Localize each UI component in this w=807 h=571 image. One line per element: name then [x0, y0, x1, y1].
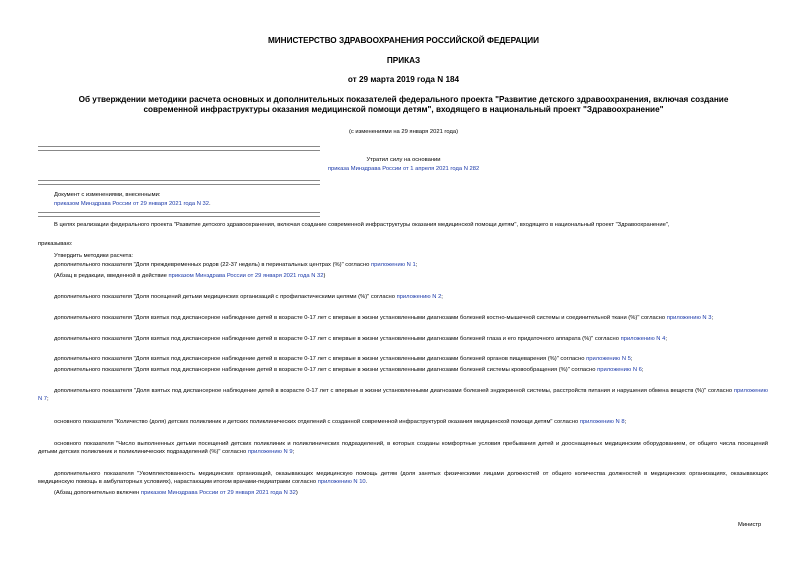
list-item: основного показателя "Число выполненных детьми посещений детских поликлиник и поликлинических подразделений, в которых созданы комфортные условия пребывания детей и дооснащенных медицинским оборудованием, от общего числа посещений детьми детских поликлиник и поликлинических подразделений (%)" согласно приложению N 9; — [38, 441, 768, 456]
list-item: дополнительного показателя "Доля взятых под диспансерное наблюдение детей в возрасте 0-17 лет с впервые в жизни установленными диагнозами болезней системы кровообращения (%)" согласно приложению N 6; — [54, 367, 644, 373]
divider — [38, 184, 320, 185]
intro-paragraph: В целях реализации федерального проекта "Развитие детского здравоохранения, включая создание современной инфраструктуры оказания медицинской помощи детям", входящего в национальный проект "Здравоохранение", — [54, 222, 670, 228]
edit-note: (Абзац дополнительно включен приказом Минздрава России от 29 января 2021 года N 32) — [54, 490, 298, 496]
list-item: дополнительного показателя "Доля взятых под диспансерное наблюдение детей в возрасте 0-17 лет с впервые в жизни установленными диагнозами болезней глаза и его придаточного аппарата (%)" согласно приложению N 4; — [54, 336, 667, 342]
divider — [38, 212, 320, 213]
changes-label: Документ с изменениями, внесенными: — [54, 192, 161, 198]
document-title — [0, 95, 807, 115]
appendix-link[interactable]: приложению N 7 — [38, 388, 768, 403]
divider — [38, 150, 320, 151]
divider — [38, 146, 320, 147]
divider — [38, 216, 320, 217]
changes-dot: . — [209, 201, 211, 207]
edit-note: (Абзац в редакции, введенной в действие приказом Минздрава России от 29 января 2021 года N 32) — [54, 273, 326, 279]
date-heading: от 29 марта 2019 года N 184 — [347, 75, 460, 84]
amendment-link[interactable]: приказом Минздрава России от 29 января 2021 года N 32 — [168, 273, 324, 279]
list-item: дополнительного показателя "Доля преждевременных родов (22-37 недель) в перинатальных центрах (%)" согласно приложению N 1; — [54, 262, 418, 268]
revision-note: (с изменениями на 29 января 2021 года) — [348, 129, 459, 135]
appendix-link[interactable]: приложению N 6 — [597, 367, 642, 373]
approve-line: Утвердить методики расчета: — [54, 253, 134, 259]
doc-type-heading: ПРИКАЗ — [386, 56, 421, 65]
list-item: дополнительного показателя "Доля посещений детьми медицинских организаций с профилактическими целями (%)" согласно приложению N 2; — [54, 294, 443, 300]
appendix-link[interactable]: приложению N 5 — [586, 356, 631, 362]
appendix-link[interactable]: приложению N 10 — [317, 479, 366, 486]
list-item: дополнительного показателя "Доля взятых под диспансерное наблюдение детей в возрасте 0-17 лет с впервые в жизни установленными диагнозами болезней органов пищеварения (%)" согласно приложению N 5; — [54, 356, 633, 362]
appendix-link[interactable]: приложению N 4 — [620, 336, 666, 342]
list-item: дополнительного показателя "Укомплектованность медицинских организаций, оказывающих медицинскую помощь детям (доля занятых физическими лицами должностей от общего количества должностей в медицинских организациях, оказывающих медицинскую помощь в амбулаторных условиях), нарастающим итогом врачами-педиатрами согласно приложению N 10. — [38, 471, 768, 486]
order-word: приказываю: — [38, 241, 73, 247]
appendix-link[interactable]: приложению N 1 — [370, 262, 416, 268]
amendment-link[interactable]: приказом Минздрава России от 29 января 2021 года N 32 — [140, 490, 296, 496]
appendix-link[interactable]: приложению N 2 — [396, 294, 442, 300]
lost-force-link[interactable]: приказа Минздрава России от 1 апреля 2021 года N 282 — [327, 166, 480, 172]
list-item: дополнительного показателя "Доля взятых под диспансерное наблюдение детей в возрасте 0-17 лет с впервые в жизни установленными диагнозами болезней эндокринной системы, расстройств питания и нарушения обмена веществ (%)" согласно приложению N 7; — [38, 388, 768, 403]
changes-link[interactable]: приказом Минздрава России от 29 января 2021 года N 32 — [54, 201, 209, 207]
title-line-1: Об утверждении методики расчета основных и дополнительных показателей федерального проекта "Развитие детского здравоохранения, включая создание — [78, 95, 729, 104]
appendix-link[interactable]: приложению N 8 — [579, 419, 625, 425]
changes-line — [54, 200, 211, 208]
list-item: дополнительного показателя "Доля взятых под диспансерное наблюдение детей в возрасте 0-17 лет с впервые в жизни установленными диагнозами болезней костно-мышечной системы и соединительной ткани (%)" согласно приложению N 3; — [54, 315, 714, 321]
appendix-link[interactable]: приложению N 9 — [247, 449, 293, 456]
title-line-2: современной инфраструктуры оказания медицинской помощи детям", входящего в национальный проект "Здравоохранение" — [143, 105, 664, 114]
list-item: основного показателя "Количество (доля) детских поликлиник и детских поликлинических отделений с созданной современной инфраструктурой оказания медицинской помощи детям" согласно приложению N 8; — [54, 419, 627, 425]
ministry-heading: МИНИСТЕРСТВО ЗДРАВООХРАНЕНИЯ РОССИЙСКОЙ ФЕДЕРАЦИИ — [267, 36, 540, 45]
divider — [38, 180, 320, 181]
lost-force-text: Утратил силу на основании — [366, 157, 441, 163]
appendix-link[interactable]: приложению N 3 — [666, 315, 712, 321]
signature-title: Министр — [738, 522, 762, 528]
